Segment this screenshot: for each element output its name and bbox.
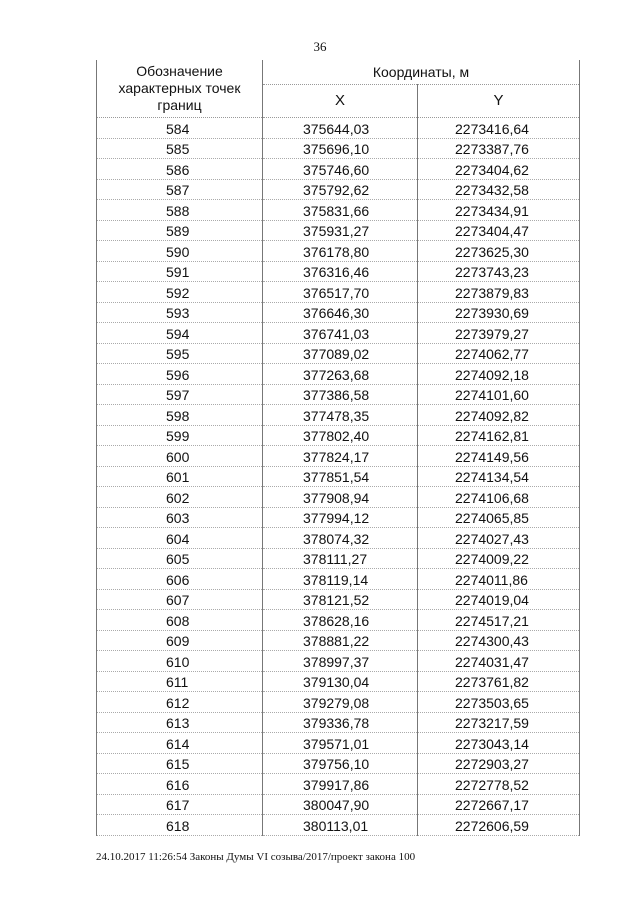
y-coordinate-cell: 2274019,04 bbox=[418, 589, 580, 610]
x-coordinate-cell: 379756,10 bbox=[263, 753, 418, 774]
x-coordinate-cell: 376316,46 bbox=[263, 261, 418, 282]
table-row bbox=[97, 671, 580, 692]
point-id-cell: 592 bbox=[97, 282, 263, 303]
table-row bbox=[97, 815, 580, 836]
table-row bbox=[97, 282, 580, 303]
point-id-cell: 616 bbox=[97, 774, 263, 795]
y-coordinate-cell: 2274149,56 bbox=[418, 446, 580, 467]
x-coordinate-cell: 375792,62 bbox=[263, 179, 418, 200]
y-coordinate-cell: 2272667,17 bbox=[418, 794, 580, 815]
table-row bbox=[97, 261, 580, 282]
point-id-cell: 610 bbox=[97, 651, 263, 672]
point-id-cell: 607 bbox=[97, 589, 263, 610]
y-coordinate-cell: 2274134,54 bbox=[418, 466, 580, 487]
y-coordinate-cell: 2274101,60 bbox=[418, 384, 580, 405]
table-row bbox=[97, 159, 580, 180]
x-coordinate-cell: 377478,35 bbox=[263, 405, 418, 426]
x-coordinate-cell: 379571,01 bbox=[263, 733, 418, 754]
x-header: X bbox=[263, 85, 418, 118]
table-row bbox=[97, 548, 580, 569]
x-coordinate-cell: 377386,58 bbox=[263, 384, 418, 405]
y-coordinate-cell: 2274009,22 bbox=[418, 548, 580, 569]
designation-header: Обозначение характерных точек границ bbox=[97, 60, 263, 118]
table-row bbox=[97, 466, 580, 487]
x-coordinate-cell: 375746,60 bbox=[263, 159, 418, 180]
y-coordinate-cell: 2273404,62 bbox=[418, 159, 580, 180]
table-row bbox=[97, 487, 580, 508]
x-coordinate-cell: 379336,78 bbox=[263, 712, 418, 733]
y-coordinate-cell: 2274300,43 bbox=[418, 630, 580, 651]
point-id-cell: 591 bbox=[97, 261, 263, 282]
table-row bbox=[97, 507, 580, 528]
point-id-cell: 584 bbox=[97, 118, 263, 139]
point-id-cell: 604 bbox=[97, 528, 263, 549]
table-row bbox=[97, 774, 580, 795]
table-row bbox=[97, 118, 580, 139]
table-row bbox=[97, 405, 580, 426]
table-row bbox=[97, 425, 580, 446]
table-row bbox=[97, 733, 580, 754]
y-coordinate-cell: 2273743,23 bbox=[418, 261, 580, 282]
y-coordinate-cell: 2273432,58 bbox=[418, 179, 580, 200]
y-coordinate-cell: 2273387,76 bbox=[418, 138, 580, 159]
y-header: Y bbox=[418, 85, 580, 118]
y-coordinate-cell: 2272903,27 bbox=[418, 753, 580, 774]
y-coordinate-cell: 2273043,14 bbox=[418, 733, 580, 754]
coordinates-header: Координаты, м bbox=[263, 60, 580, 85]
y-coordinate-cell: 2273625,30 bbox=[418, 241, 580, 262]
y-coordinate-cell: 2273434,91 bbox=[418, 200, 580, 221]
x-coordinate-cell: 379917,86 bbox=[263, 774, 418, 795]
table-row bbox=[97, 200, 580, 221]
point-id-cell: 599 bbox=[97, 425, 263, 446]
point-id-cell: 600 bbox=[97, 446, 263, 467]
table-row bbox=[97, 179, 580, 200]
table-row bbox=[97, 138, 580, 159]
point-id-cell: 590 bbox=[97, 241, 263, 262]
point-id-cell: 605 bbox=[97, 548, 263, 569]
point-id-cell: 589 bbox=[97, 220, 263, 241]
y-coordinate-cell: 2274092,18 bbox=[418, 364, 580, 385]
y-coordinate-cell: 2273930,69 bbox=[418, 302, 580, 323]
x-coordinate-cell: 378111,27 bbox=[263, 548, 418, 569]
y-coordinate-cell: 2274031,47 bbox=[418, 651, 580, 672]
x-coordinate-cell: 378997,37 bbox=[263, 651, 418, 672]
point-id-cell: 606 bbox=[97, 569, 263, 590]
x-coordinate-cell: 380047,90 bbox=[263, 794, 418, 815]
x-coordinate-cell: 379279,08 bbox=[263, 692, 418, 713]
x-coordinate-cell: 377994,12 bbox=[263, 507, 418, 528]
x-coordinate-cell: 375696,10 bbox=[263, 138, 418, 159]
y-coordinate-cell: 2272606,59 bbox=[418, 815, 580, 836]
y-coordinate-cell: 2274027,43 bbox=[418, 528, 580, 549]
x-coordinate-cell: 378119,14 bbox=[263, 569, 418, 590]
y-coordinate-cell: 2273416,64 bbox=[418, 118, 580, 139]
x-coordinate-cell: 377263,68 bbox=[263, 364, 418, 385]
point-id-cell: 597 bbox=[97, 384, 263, 405]
table-row bbox=[97, 384, 580, 405]
point-id-cell: 585 bbox=[97, 138, 263, 159]
table-row bbox=[97, 446, 580, 467]
point-id-cell: 617 bbox=[97, 794, 263, 815]
x-coordinate-cell: 378881,22 bbox=[263, 630, 418, 651]
table-row bbox=[97, 220, 580, 241]
y-coordinate-cell: 2273979,27 bbox=[418, 323, 580, 344]
point-id-cell: 587 bbox=[97, 179, 263, 200]
y-coordinate-cell: 2274517,21 bbox=[418, 610, 580, 631]
y-coordinate-cell: 2274065,85 bbox=[418, 507, 580, 528]
point-id-cell: 614 bbox=[97, 733, 263, 754]
point-id-cell: 594 bbox=[97, 323, 263, 344]
point-id-cell: 612 bbox=[97, 692, 263, 713]
table-row bbox=[97, 712, 580, 733]
point-id-cell: 611 bbox=[97, 671, 263, 692]
point-id-cell: 613 bbox=[97, 712, 263, 733]
footer-stamp: 24.10.2017 11:26:54 Законы Думы VI созыва/2017/проект закона 100 bbox=[96, 851, 416, 863]
x-coordinate-cell: 376741,03 bbox=[263, 323, 418, 344]
y-coordinate-cell: 2274092,82 bbox=[418, 405, 580, 426]
table-row bbox=[97, 610, 580, 631]
table-row bbox=[97, 753, 580, 774]
coordinates-table bbox=[96, 60, 580, 836]
table-row bbox=[97, 364, 580, 385]
point-id-cell: 588 bbox=[97, 200, 263, 221]
table-row bbox=[97, 630, 580, 651]
table-row bbox=[97, 241, 580, 262]
point-id-cell: 593 bbox=[97, 302, 263, 323]
x-coordinate-cell: 375831,66 bbox=[263, 200, 418, 221]
x-coordinate-cell: 377802,40 bbox=[263, 425, 418, 446]
x-coordinate-cell: 376517,70 bbox=[263, 282, 418, 303]
point-id-cell: 618 bbox=[97, 815, 263, 836]
table-row bbox=[97, 323, 580, 344]
y-coordinate-cell: 2274106,68 bbox=[418, 487, 580, 508]
x-coordinate-cell: 377824,17 bbox=[263, 446, 418, 467]
x-coordinate-cell: 377908,94 bbox=[263, 487, 418, 508]
point-id-cell: 603 bbox=[97, 507, 263, 528]
x-coordinate-cell: 379130,04 bbox=[263, 671, 418, 692]
table-row bbox=[97, 569, 580, 590]
y-coordinate-cell: 2274011,86 bbox=[418, 569, 580, 590]
x-coordinate-cell: 375931,27 bbox=[263, 220, 418, 241]
x-coordinate-cell: 378121,52 bbox=[263, 589, 418, 610]
y-coordinate-cell: 2273217,59 bbox=[418, 712, 580, 733]
point-id-cell: 602 bbox=[97, 487, 263, 508]
x-coordinate-cell: 377851,54 bbox=[263, 466, 418, 487]
table-header bbox=[97, 60, 580, 118]
x-coordinate-cell: 380113,01 bbox=[263, 815, 418, 836]
y-coordinate-cell: 2274162,81 bbox=[418, 425, 580, 446]
y-coordinate-cell: 2273761,82 bbox=[418, 671, 580, 692]
table-row bbox=[97, 302, 580, 323]
point-id-cell: 595 bbox=[97, 343, 263, 364]
page-number: 36 bbox=[313, 39, 327, 54]
table-row bbox=[97, 589, 580, 610]
x-coordinate-cell: 376178,80 bbox=[263, 241, 418, 262]
y-coordinate-cell: 2273879,83 bbox=[418, 282, 580, 303]
x-coordinate-cell: 377089,02 bbox=[263, 343, 418, 364]
y-coordinate-cell: 2273404,47 bbox=[418, 220, 580, 241]
point-id-cell: 586 bbox=[97, 159, 263, 180]
x-coordinate-cell: 375644,03 bbox=[263, 118, 418, 139]
x-coordinate-cell: 376646,30 bbox=[263, 302, 418, 323]
point-id-cell: 609 bbox=[97, 630, 263, 651]
y-coordinate-cell: 2274062,77 bbox=[418, 343, 580, 364]
x-coordinate-cell: 378074,32 bbox=[263, 528, 418, 549]
table-body bbox=[97, 118, 580, 836]
table-row bbox=[97, 343, 580, 364]
point-id-cell: 596 bbox=[97, 364, 263, 385]
point-id-cell: 598 bbox=[97, 405, 263, 426]
point-id-cell: 608 bbox=[97, 610, 263, 631]
x-coordinate-cell: 378628,16 bbox=[263, 610, 418, 631]
table-row bbox=[97, 651, 580, 672]
table-row bbox=[97, 528, 580, 549]
table-row bbox=[97, 692, 580, 713]
point-id-cell: 615 bbox=[97, 753, 263, 774]
y-coordinate-cell: 2272778,52 bbox=[418, 774, 580, 795]
point-id-cell: 601 bbox=[97, 466, 263, 487]
table-row bbox=[97, 794, 580, 815]
y-coordinate-cell: 2273503,65 bbox=[418, 692, 580, 713]
